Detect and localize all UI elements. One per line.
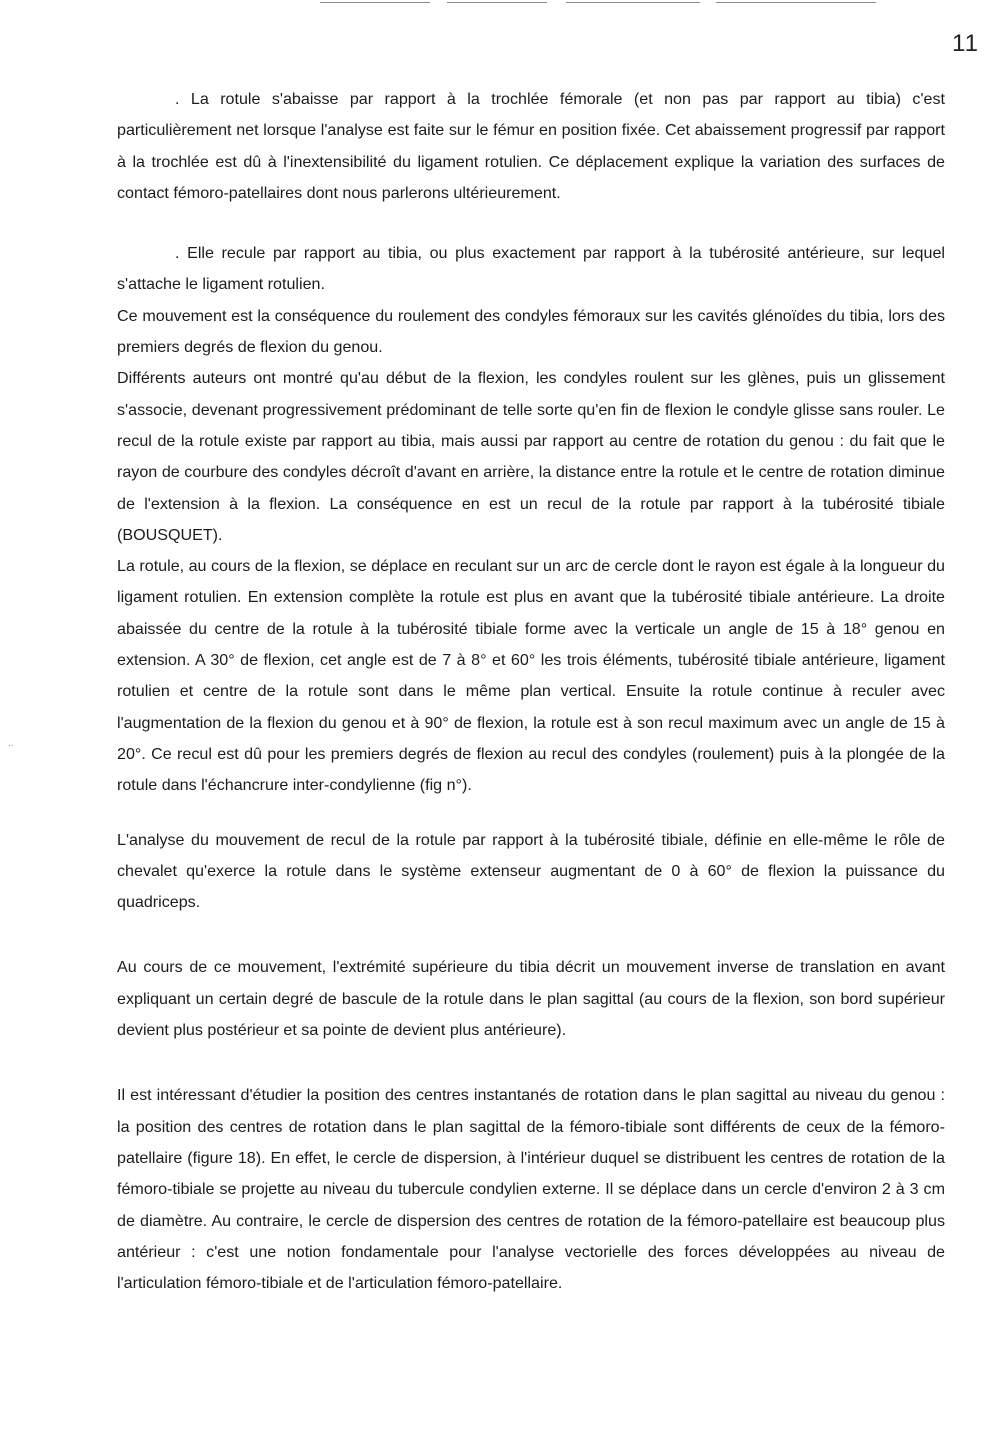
- paragraph-4: Différents auteurs ont montré qu'au début de la flexion, les condyles roulent sur les glènes, puis un glissement s'associe, devenant progressivement prédominant de telle sorte qu'en fin de flexion le condyle glisse sans rouler. Le recul de la rotule existe par rapport au tibia, mais aussi par rapport au centre de rotation du genou : du fait que le rayon de courbure des condyles décroît d'avant en arrière, la distance entre la rotule et le centre de rotation diminue de l'extension à la flexion. La conséquence en est un recul de la rotule par rapport à la tubérosité tibiale (BOUSQUET).: [117, 369, 945, 544]
- top-rule-3: [566, 2, 700, 3]
- paragraph-3: Ce mouvement est la conséquence du roulement des condyles fémoraux sur les cavités glénoïdes du tibia, lors des premiers degrés de flexion du genou.: [117, 306, 945, 357]
- paragraph-7: Au cours de ce mouvement, l'extrémité supérieure du tibia décrit un mouvement inverse de translation en avant expliquant un certain degré de bascule de la rotule dans le plan sagittal (au cours de la flexion, son bord supérieur devient plus postérieur et sa pointe de devient plus antérieure).: [117, 958, 945, 1040]
- paragraph-1: . La rotule s'abaisse par rapport à la trochlée fémorale (et non pas par rapport au tibia) c'est particulièrement net lorsque l'analyse est faite sur le fémur en position fixée. Cet abaissement progressif par rapport à la trochlée est dû à l'inextensibilité du ligament rotulien. Ce déplacement explique la variation des surfaces de contact fémoro-patellaires dont nous parlerons ultérieurement.: [117, 90, 945, 202]
- top-rule-4: [716, 2, 876, 3]
- page-number: 11: [952, 30, 979, 57]
- paragraph-5: La rotule, au cours de la flexion, se déplace en reculant sur un arc de cercle dont le rayon est égale à la longueur du ligament rotulien. En extension complète la rotule est plus en avant que la tubérosité tibiale antérieure. La droite abaissée du centre de la rotule à la tubérosité tibiale forme avec la verticale un angle de 15 à 18° genou en extension. A 30° de flexion, cet angle est de 7 à 8° et 60° les trois éléments, tubérosité tibiale antérieure, ligament rotulien et centre de la rotule sont dans le même plan vertical. Ensuite la rotule continue à reculer avec l'augmentation de la flexion du genou et à 90° de flexion, la rotule est à son recul maximum avec un angle de 15 à 20°. Ce recul est dû pour les premiers degrés de flexion au recul des condyles (roulement) puis à la plongée de la rotule dans l'échancrure inter-condylienne (fig n°).: [117, 557, 945, 795]
- margin-mark: ..: [8, 738, 14, 749]
- paragraph-8: Il est intéressant d'étudier la position des centres instantanés de rotation dans le plan sagittal au niveau du genou : la position des centres de rotation dans le plan sagittal de la fémoro-tibiale sont différents de ceux de la fémoro-patellaire (figure 18). En effet, le cercle de dispersion, à l'intérieur duquel se distribuent les centres de rotation de la fémoro-tibiale se projette au niveau du tubercule condylien externe. Il se déplace dans un cercle d'environ 2 à 3 cm de diamètre. Au contraire, le cercle de dispersion des centres de rotation de la fémoro-patellaire est beaucoup plus antérieur : c'est une notion fondamentale pour l'analyse vectorielle des forces développées au niveau de l'articulation fémoro-tibiale et de l'articulation fémoro-patellaire.: [117, 1086, 945, 1293]
- paragraph-2: . Elle recule par rapport au tibia, ou plus exactement par rapport à la tubérosité antérieure, sur lequel s'attache le ligament rotulien.: [117, 244, 945, 294]
- document-body: [117, 84, 945, 1299]
- paragraph-6: L'analyse du mouvement de recul de la rotule par rapport à la tubérosité tibiale, définie en elle-même le rôle de chevalet qu'exerce la rotule dans le système extenseur augmentant de 0 à 60° de flexion la puissance du quadriceps.: [117, 830, 945, 912]
- top-rule-2: [447, 2, 547, 3]
- top-rule-1: [320, 2, 430, 3]
